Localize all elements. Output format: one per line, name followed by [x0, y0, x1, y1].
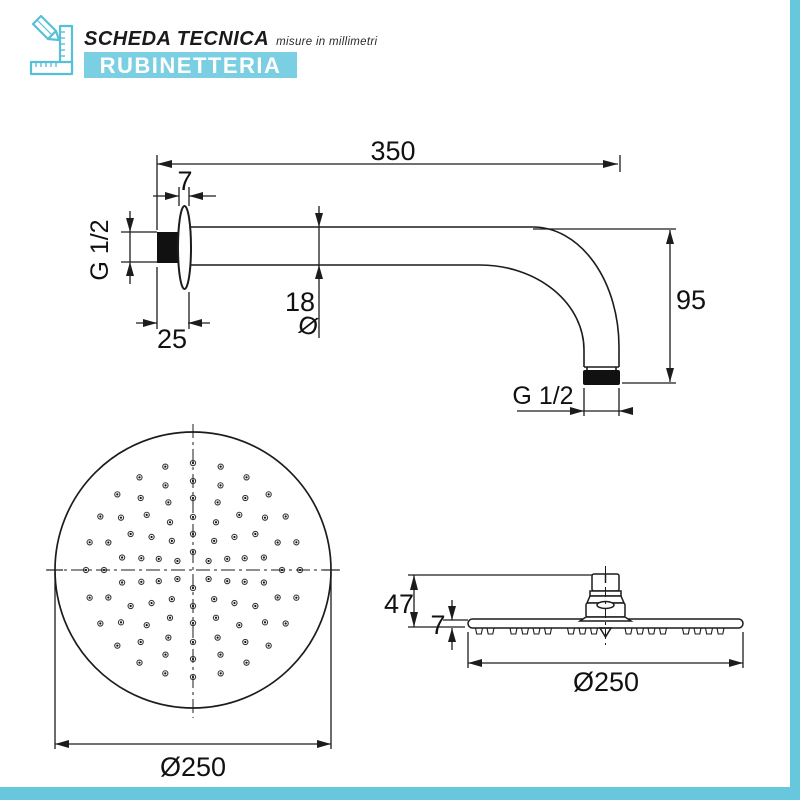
shower-arm-view	[157, 206, 620, 385]
dim-flange-thickness: 7	[177, 166, 193, 196]
head-face-view	[46, 424, 340, 749]
dim-side-thickness: 7	[430, 610, 446, 640]
dim-face-diameter: Ø250	[159, 752, 227, 782]
sheet-subtitle: misure in millimetri	[276, 36, 378, 48]
dim-wall-offset: 25	[156, 324, 188, 354]
dim-wall-thread: G 1/2	[86, 219, 114, 281]
outlet-thread-band	[583, 370, 620, 385]
wall-fitting	[157, 232, 180, 263]
diameter-symbol: Ø	[295, 310, 321, 342]
head-side-view	[468, 566, 743, 645]
dim-arm-length: 350	[370, 136, 416, 166]
wall-flange	[178, 206, 191, 289]
dim-pipe-diameter: 18	[284, 287, 316, 317]
dim-side-diameter: Ø250	[572, 667, 640, 697]
brand-banner: RUBINETTERIA	[84, 52, 297, 78]
sheet-title-text: SCHEDA TECNICA	[84, 28, 270, 50]
dim-side-height: 47	[383, 589, 415, 619]
dim-drop-height: 95	[675, 285, 707, 315]
arm-tube-inner	[190, 265, 584, 367]
arm-tube-outer	[190, 227, 619, 367]
dim-outlet-thread: G 1/2	[512, 382, 574, 410]
